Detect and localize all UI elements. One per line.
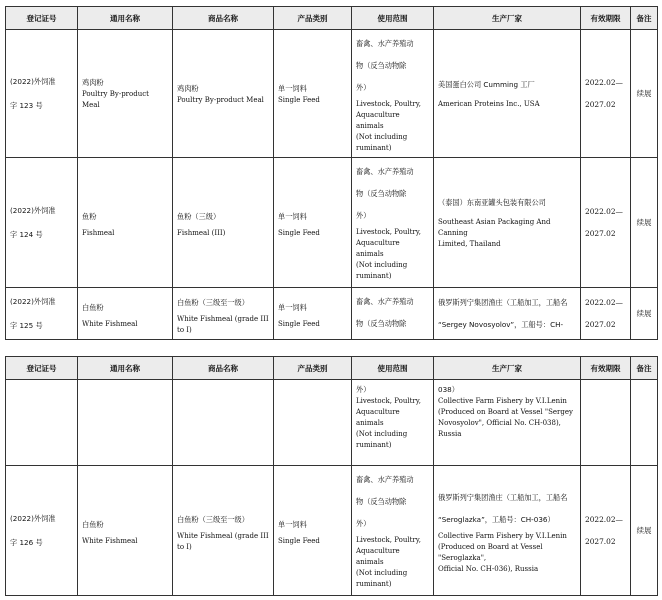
validity-cell <box>581 380 631 466</box>
scope-cell: 畜禽、水产养殖动 物（反刍动物除 外） Livestock, Poultry, Aquaculture animals (Not including ruminant) <box>352 158 434 288</box>
header-category: 产品类别 <box>274 357 352 380</box>
validity-cell: 2022.02— 2027.02 <box>581 30 631 158</box>
header-manufacturer: 生产厂家 <box>434 357 581 380</box>
header-category: 产品类别 <box>274 7 352 30</box>
manufacturer-cell: 美国蛋白公司 Cumming 工厂 American Proteins Inc., USA <box>434 30 581 158</box>
reg-no-cell: (2022)外饲准 字 123 号 <box>6 30 78 158</box>
manufacturer-cell: （泰国）东南亚罐头包装有限公司 Southeast Asian Packaging And Canning Limited, Thailand <box>434 158 581 288</box>
header-validity: 有效期限 <box>581 7 631 30</box>
product-name-cell: 白鱼粉（三级至一级） White Fishmeal (grade III to I) <box>173 288 274 340</box>
generic-name-cell: 白鱼粉 White Fishmeal <box>78 288 173 340</box>
product-name-cell <box>173 380 274 466</box>
manufacturer-cell: 俄罗斯列宁集团渔庄（工船加工，工船名 “Sergey Novosyolov”，工船号：CH- <box>434 288 581 340</box>
category-cell <box>274 380 352 466</box>
generic-name-cell: 鱼粉 Fishmeal <box>78 158 173 288</box>
table-row <box>6 30 658 158</box>
category-cell: 单一饲料 Single Feed <box>274 466 352 596</box>
scope-cell: 畜禽、水产养殖动 物（反刍动物除 外） Livestock, Poultry, Aquaculture animals (Not including ruminant) <box>352 466 434 596</box>
remarks-cell: 续展 <box>631 158 658 288</box>
reg-no-cell: (2022)外饲准 字 126 号 <box>6 466 78 596</box>
generic-name-cell <box>78 380 173 466</box>
table-row <box>6 466 658 596</box>
header-reg-no: 登记证号 <box>6 357 78 380</box>
category-cell: 单一饲料 Single Feed <box>274 158 352 288</box>
header-scope: 使用范围 <box>352 7 434 30</box>
remarks-cell: 续展 <box>631 30 658 158</box>
scope-cell: 畜禽、水产养殖动 物（反刍动物除 外） Livestock, Poultry, Aquaculture animals (Not including ruminant) <box>352 30 434 158</box>
generic-name-cell: 白鱼粉 White Fishmeal <box>78 466 173 596</box>
category-cell: 单一饲料 Single Feed <box>274 288 352 340</box>
scope-cell: 畜禽、水产养殖动 物（反刍动物除 <box>352 288 434 340</box>
registration-table-part-1 <box>5 6 658 340</box>
header-product-name: 商品名称 <box>173 7 274 30</box>
manufacturer-cell: 038） Collective Farm Fishery by V.I.Lenin (Produced on Board at Vessel "Sergey Novosyolov", Official No. CH-038), Russia <box>434 380 581 466</box>
scope-cell: 外） Livestock, Poultry, Aquaculture animals (Not including ruminant) <box>352 380 434 466</box>
header-row <box>6 7 658 30</box>
table-row <box>6 288 658 340</box>
validity-cell: 2022.02— 2027.02 <box>581 466 631 596</box>
reg-no-cell: (2022)外饲准 字 125 号 <box>6 288 78 340</box>
header-manufacturer: 生产厂家 <box>434 7 581 30</box>
table-row-continuation <box>6 380 658 466</box>
header-remarks: 备注 <box>631 7 658 30</box>
validity-cell: 2022.02— 2027.02 <box>581 288 631 340</box>
header-generic-name: 通用名称 <box>78 7 173 30</box>
remarks-cell: 续展 <box>631 466 658 596</box>
validity-cell: 2022.02— 2027.02 <box>581 158 631 288</box>
table-row <box>6 158 658 288</box>
header-reg-no: 登记证号 <box>6 7 78 30</box>
generic-name-cell: 鸡肉粉 Poultry By-product Meal <box>78 30 173 158</box>
header-remarks: 备注 <box>631 357 658 380</box>
reg-no-cell: (2022)外饲准 字 124 号 <box>6 158 78 288</box>
category-cell: 单一饲料 Single Feed <box>274 30 352 158</box>
product-name-cell: 白鱼粉（三级至一级） White Fishmeal (grade III to I) <box>173 466 274 596</box>
reg-no-cell <box>6 380 78 466</box>
header-scope: 使用范围 <box>352 357 434 380</box>
remarks-cell: 续展 <box>631 288 658 340</box>
header-row <box>6 357 658 380</box>
remarks-cell <box>631 380 658 466</box>
product-name-cell: 鸡肉粉 Poultry By-product Meal <box>173 30 274 158</box>
header-validity: 有效期限 <box>581 357 631 380</box>
product-name-cell: 鱼粉（三级） Fishmeal (III) <box>173 158 274 288</box>
header-product-name: 商品名称 <box>173 357 274 380</box>
header-generic-name: 通用名称 <box>78 357 173 380</box>
manufacturer-cell: 俄罗斯列宁集团渔庄（工船加工，工船名 “Seroglazka”，工船号：CH-036） Collective Farm Fishery by V.I.Lenin (Produced on Board at Vessel "Seroglazka", Official No. CH-036), Russia <box>434 466 581 596</box>
registration-table-part-2 <box>5 356 658 596</box>
